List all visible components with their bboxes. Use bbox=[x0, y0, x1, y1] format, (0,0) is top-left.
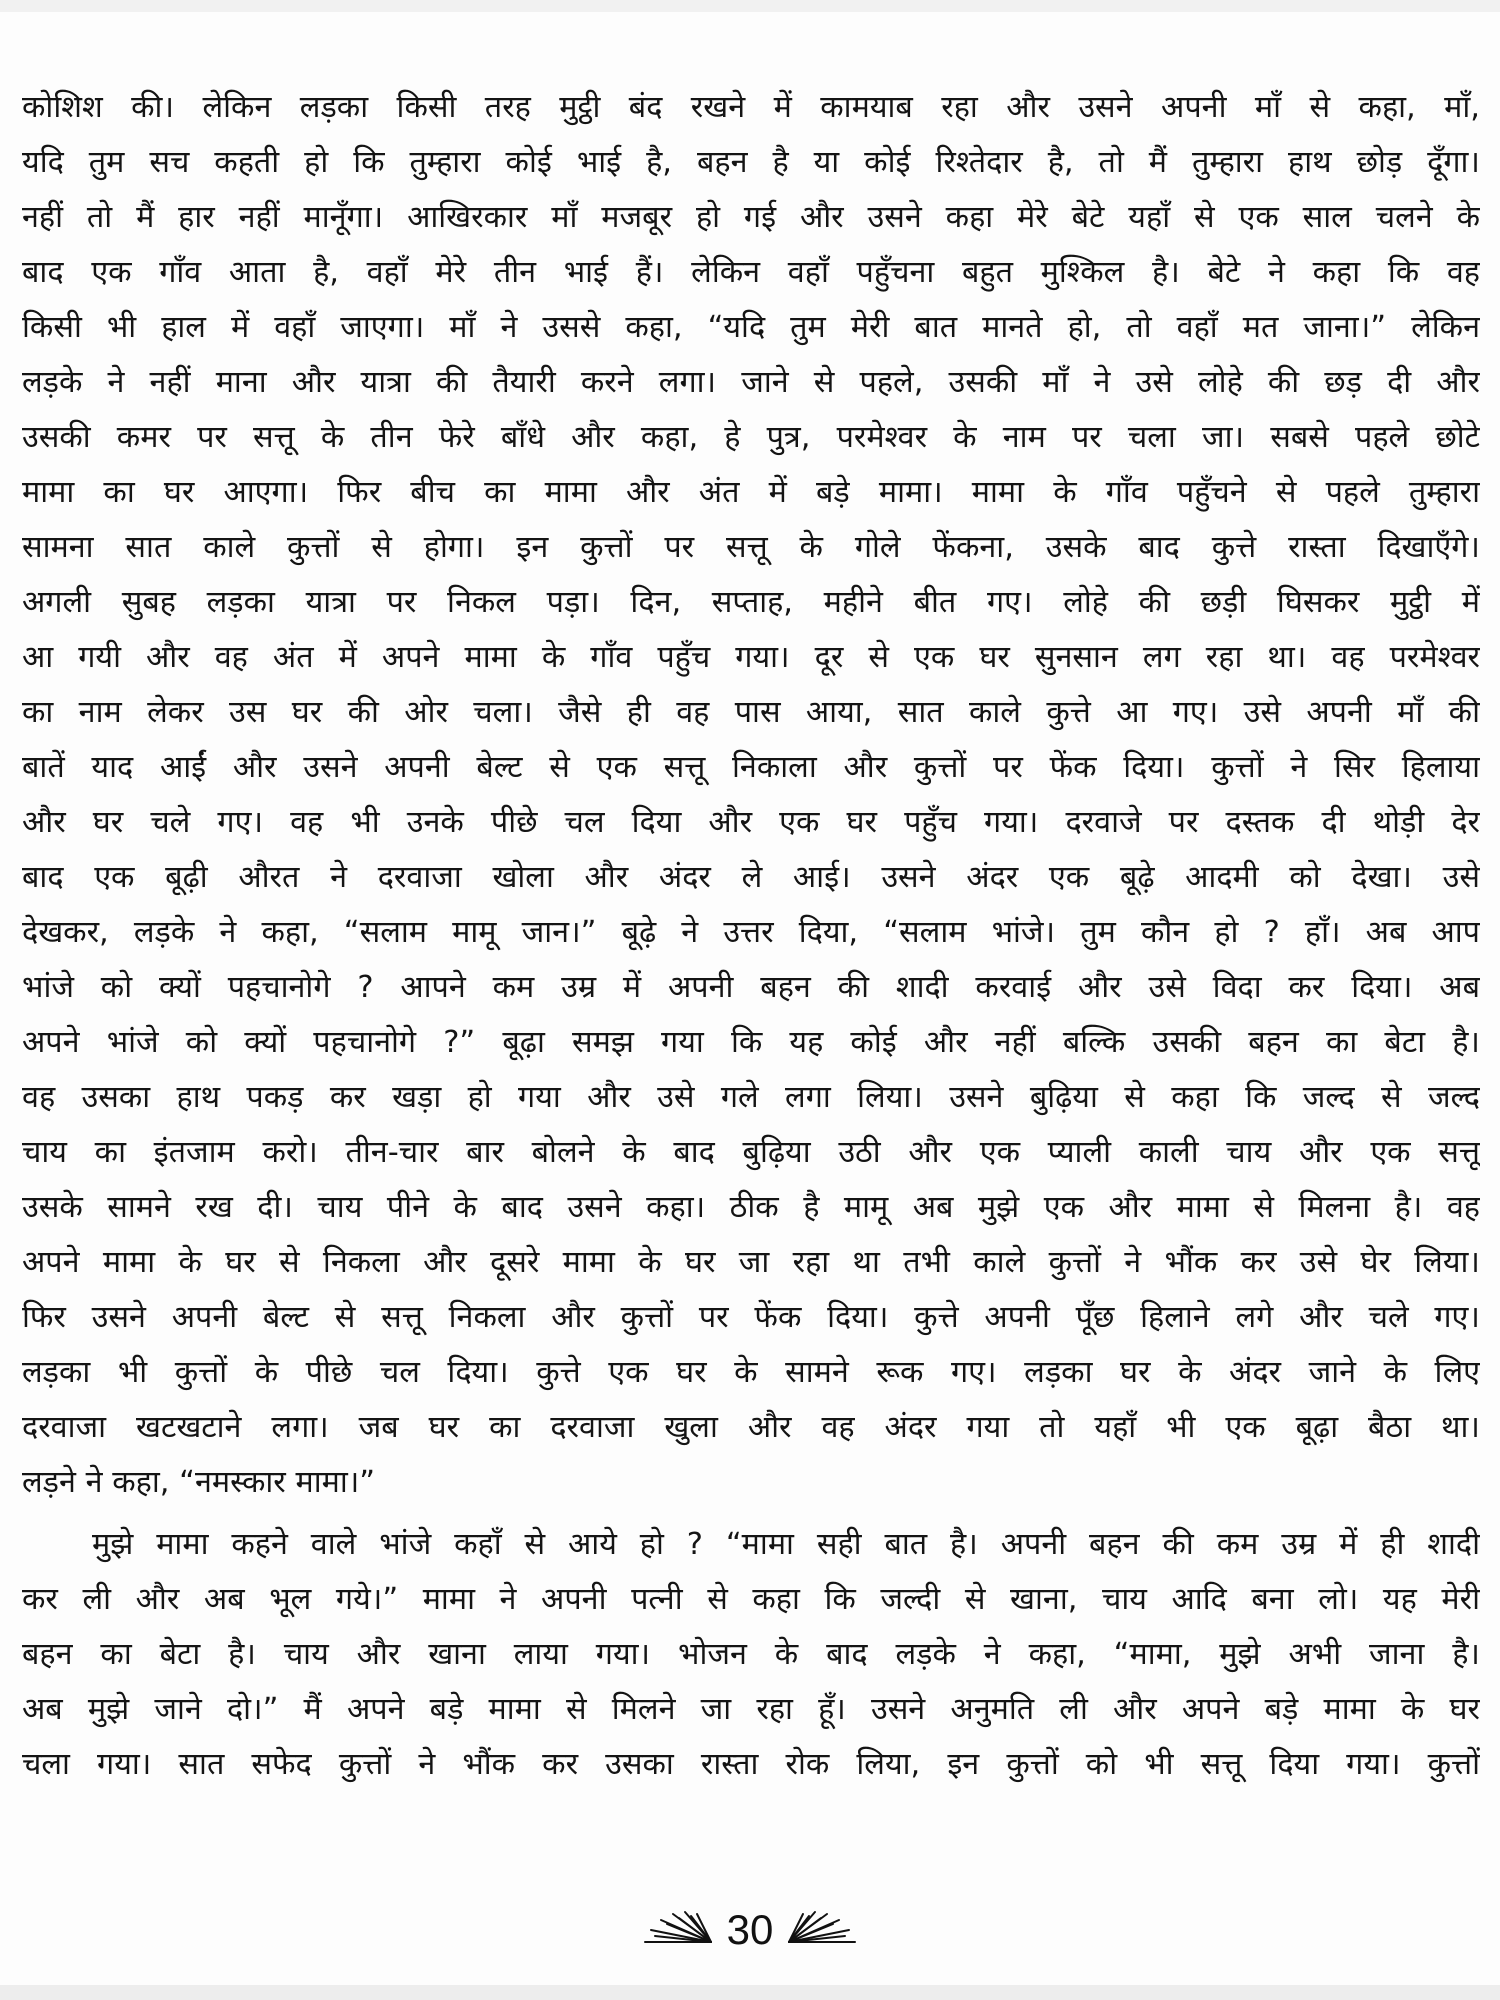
text-line: अपने मामा के घर से निकला और दूसरे मामा के घर जा रहा था तभी काले कुत्तों ने भौंक कर उसे घेर लिया। bbox=[22, 1245, 1480, 1280]
text-line: बातें याद आईं और उसने अपनी बेल्ट से एक सत्तू निकाला और कुत्तों पर फेंक दिया। कुत्तों ने सिर हिलाया bbox=[22, 750, 1480, 785]
text-line: का नाम लेकर उस घर की ओर चला। जैसे ही वह पास आया, सात काले कुत्ते आ गए। उसे अपनी माँ की bbox=[22, 695, 1480, 730]
text-line: लड़का भी कुत्तों के पीछे चल दिया। कुत्ते एक घर के सामने रूक गए। लड़का घर के अंदर जाने के लिए bbox=[22, 1355, 1480, 1390]
text-line: अगली सुबह लड़का यात्रा पर निकल पड़ा। दिन, सप्ताह, महीने बीत गए। लोहे की छड़ी घिसकर मुट्ठी में bbox=[22, 585, 1480, 620]
page-footer bbox=[0, 1906, 1500, 1962]
text-line: उसके सामने रख दी। चाय पीने के बाद उसने कहा। ठीक है मामू अब मुझे एक और मामा से मिलना है। वह bbox=[22, 1190, 1480, 1225]
text-line: वह उसका हाथ पकड़ कर खड़ा हो गया और उसे गले लगा लिया। उसने बुढ़िया से कहा कि जल्द से जल्द bbox=[22, 1080, 1480, 1115]
text-line: लड़ने ने कहा, “नमस्कार मामा।” bbox=[22, 1465, 376, 1500]
text-line: बाद एक बूढ़ी औरत ने दरवाजा खोला और अंदर ले आई। उसने अंदर एक बूढ़े आदमी को देखा। उसे bbox=[22, 860, 1480, 895]
text-line: अब मुझे जाने दो।” मैं अपने बड़े मामा से मिलने जा रहा हूँ। उसने अनुमति ली और अपने बड़े मामा के घर bbox=[22, 1692, 1480, 1727]
text-line: मामा का घर आएगा। फिर बीच का मामा और अंत में बड़े मामा। मामा के गाँव पहुँचने से पहले तुम्हारा bbox=[22, 475, 1480, 510]
text-line: और घर चले गए। वह भी उनके पीछे चल दिया और एक घर पहुँच गया। दरवाजे पर दस्तक दी थोड़ी देर bbox=[22, 805, 1480, 840]
text-line: दरवाजा खटखटाने लगा। जब घर का दरवाजा खुला और वह अंदर गया तो यहाँ भी एक बूढ़ा बैठा था। bbox=[22, 1410, 1480, 1445]
text-line: अपने भांजे को क्यों पहचानोगे ?” बूढ़ा समझ गया कि यह कोई और नहीं बल्कि उसकी बहन का बेटा है। bbox=[22, 1025, 1480, 1060]
text-line: उसकी कमर पर सत्तू के तीन फेरे बाँधे और कहा, हे पुत्र, परमेश्वर के नाम पर चला जा। सबसे पहले छोटे bbox=[22, 420, 1480, 455]
text-line: चला गया। सात सफेद कुत्तों ने भौंक कर उसका रास्ता रोक लिया, इन कुत्तों को भी सत्तू दिया गया। कुत्तों bbox=[22, 1747, 1480, 1782]
text-line: कर ली और अब भूल गये।” मामा ने अपनी पत्नी से कहा कि जल्दी से खाना, चाय आदि बना लो। यह मेरी bbox=[22, 1582, 1480, 1617]
text-line: किसी भी हाल में वहाँ जाएगा। माँ ने उससे कहा, “यदि तुम मेरी बात मानते हो, तो वहाँ मत जाना।” लेकिन bbox=[22, 310, 1480, 345]
page-edge-top bbox=[0, 0, 1500, 12]
page-number: 30 bbox=[726, 1906, 774, 1953]
text-line: देखकर, लड़के ने कहा, “सलाम मामू जान।” बूढ़े ने उत्तर दिया, “सलाम भांजे। तुम कौन हो ? हाँ। अब आप bbox=[22, 915, 1480, 950]
text-line: कोशिश की। लेकिन लड़का किसी तरह मुट्ठी बंद रखने में कामयाब रहा और उसने अपनी माँ से कहा, माँ, bbox=[22, 90, 1480, 125]
text-line: लड़के ने नहीं माना और यात्रा की तैयारी करने लगा। जाने से पहले, उसकी माँ ने उसे लोहे की छड़ दी और bbox=[22, 365, 1480, 400]
text-line: बहन का बेटा है। चाय और खाना लाया गया। भोजन के बाद लड़के ने कहा, “मामा, मुझे अभी जाना है। bbox=[22, 1637, 1480, 1672]
text-line: बाद एक गाँव आता है, वहाँ मेरे तीन भाई हैं। लेकिन वहाँ पहुँचना बहुत मुश्किल है। बेटे ने कहा कि वह bbox=[22, 255, 1480, 290]
text-line: फिर उसने अपनी बेल्ट से सत्तू निकला और कुत्तों पर फेंक दिया। कुत्ते अपनी पूँछ हिलाने लगे और चले गए। bbox=[22, 1300, 1480, 1335]
sunburst-ornament-icon bbox=[641, 1910, 713, 1950]
text-line: यदि तुम सच कहती हो कि तुम्हारा कोई भाई है, बहन है या कोई रिश्तेदार है, तो मैं तुम्हारा हाथ छोड़ दूँगा। bbox=[22, 145, 1480, 180]
page-edge-bottom bbox=[0, 1985, 1500, 2000]
text-line: सामना सात काले कुत्तों से होगा। इन कुत्तों पर सत्तू के गोले फेंकना, उसके बाद कुत्ते रास्ता दिखाएँगे। bbox=[22, 530, 1480, 565]
text-line-paragraph-start: मुझे मामा कहने वाले भांजे कहाँ से आये हो ? “मामा सही बात है। अपनी बहन की कम उम्र में ही शादी bbox=[92, 1527, 1480, 1562]
text-line: नहीं तो मैं हार नहीं मानूँगा। आखिरकार माँ मजबूर हो गई और उसने कहा मेरे बेटे यहाँ से एक साल चलने के bbox=[22, 200, 1480, 235]
text-line: आ गयी और वह अंत में अपने मामा के गाँव पहुँच गया। दूर से एक घर सुनसान लग रहा था। वह परमेश्वर bbox=[22, 640, 1480, 675]
sunburst-ornament-icon bbox=[787, 1910, 859, 1950]
text-line: चाय का इंतजाम करो। तीन-चार बार बोलने के बाद बुढ़िया उठी और एक प्याली काली चाय और एक सत्तू bbox=[22, 1135, 1480, 1170]
text-line: भांजे को क्यों पहचानोगे ? आपने कम उम्र में अपनी बहन की शादी करवाई और उसे विदा कर दिया। अब bbox=[22, 970, 1480, 1005]
